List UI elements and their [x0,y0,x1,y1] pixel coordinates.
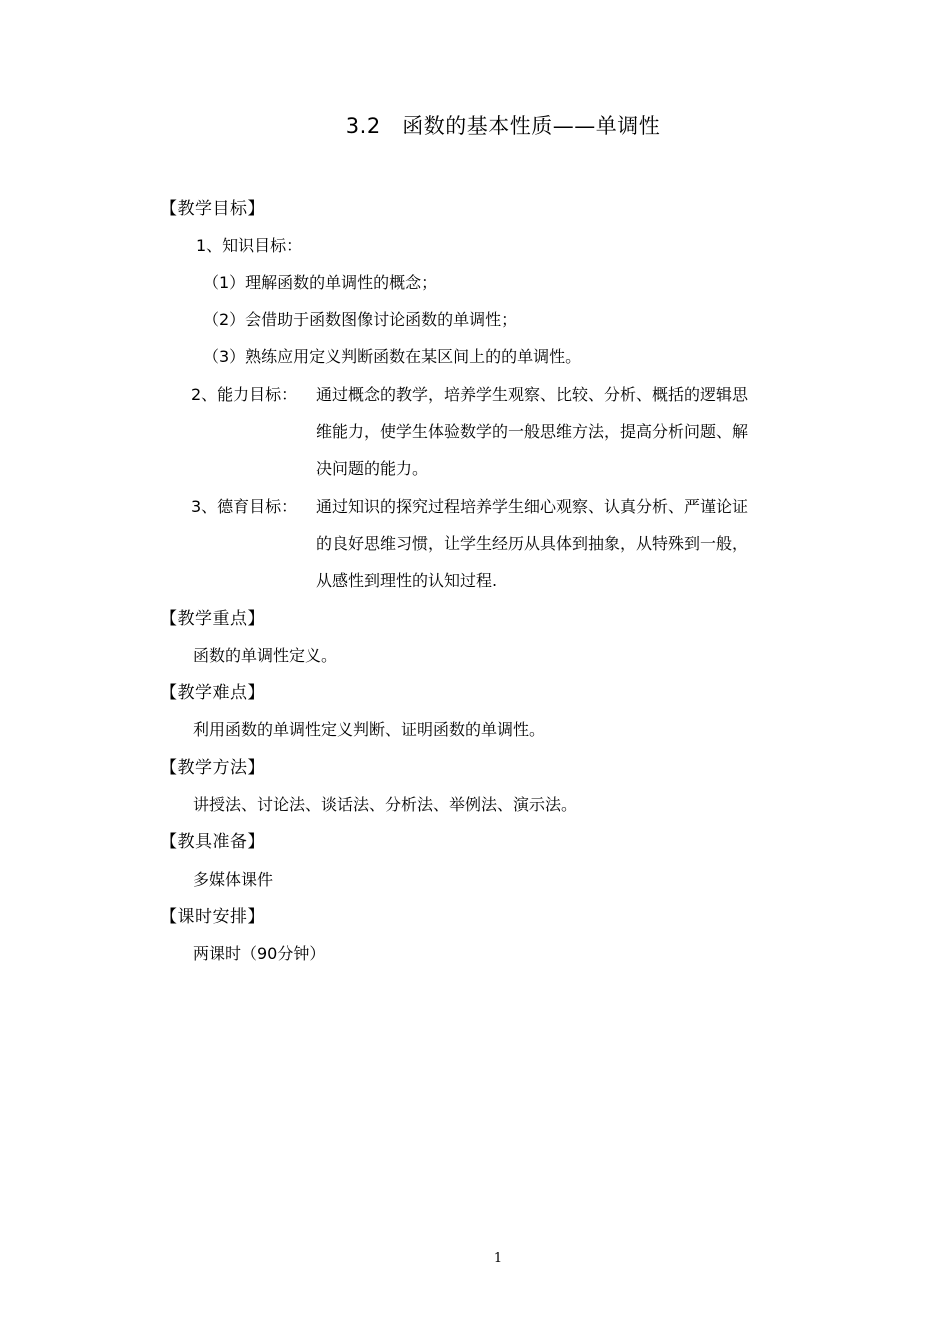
section-heading-key-points: 【教学重点】 [160,609,265,629]
schedule-text: 两课时（90分钟） [193,944,326,963]
section-heading-schedule: 【课时安排】 [160,907,265,927]
moral-goal-line: 通过知识的探究过程培养学生细心观察、认真分析、严谨论证 [316,497,749,516]
ability-goal-line: 通过概念的教学，培养学生观察、比较、分析、概括的逻辑思 [316,385,749,404]
knowledge-goal-label: 1、知识目标： [196,236,303,255]
knowledge-goal-item: （3）熟练应用定义判断函数在某区间上的的单调性。 [203,347,582,366]
section-heading-goals: 【教学目标】 [160,199,265,219]
difficulties-text: 利用函数的单调性定义判断、证明函数的单调性。 [193,720,546,739]
section-heading-tools: 【教具准备】 [160,832,265,852]
section-heading-difficulties: 【教学难点】 [160,683,265,703]
moral-goal-line: 从感性到理性的认知过程. [316,571,498,590]
moral-goal-line: 的良好思维习惯，让学生经历从具体到抽象，从特殊到一般， [316,534,749,553]
ability-goal-line: 决问题的能力。 [316,459,429,478]
knowledge-goal-item: （1）理解函数的单调性的概念； [203,273,438,292]
page-number: 1 [493,1251,503,1266]
section-heading-methods: 【教学方法】 [160,758,265,778]
knowledge-goal-item: （2）会借助于函数图像讨论函数的单调性； [203,310,518,329]
key-points-text: 函数的单调性定义。 [193,646,338,665]
ability-goal-label: 2、能力目标： [191,385,298,404]
tools-text: 多媒体课件 [193,870,274,889]
moral-goal-label: 3、德育目标： [191,497,298,516]
methods-text: 讲授法、讨论法、谈话法、分析法、举例法、演示法。 [193,795,578,814]
document-title: 3.2 函数的基本性质——单调性 [345,114,661,138]
ability-goal-line: 维能力，使学生体验数学的一般思维方法，提高分析问题、解 [316,422,749,441]
